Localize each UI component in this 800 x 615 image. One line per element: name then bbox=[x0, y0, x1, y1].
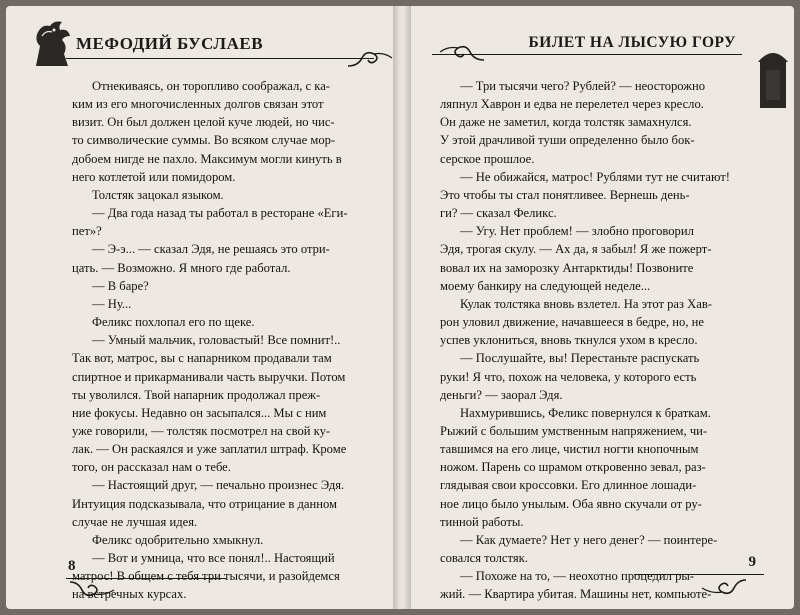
text-line: пет»? bbox=[72, 224, 102, 239]
text-line: Интуиция подсказывала, что отрицание в данном bbox=[72, 496, 337, 511]
footer-rule bbox=[634, 574, 764, 575]
text-line: рон уловил движение, начавшееся в бедре, но, не bbox=[440, 315, 704, 330]
header-rule bbox=[66, 58, 374, 59]
text-line: — Два года назад ты работал в ресторане «Еги- bbox=[92, 206, 348, 221]
column-emblem-icon bbox=[754, 44, 792, 108]
text-line: — Умный мальчик, головастый! Все помнит!.. bbox=[92, 333, 341, 348]
text-line: Это чтобы ты стал понятливее. Вернешь день- bbox=[440, 187, 690, 202]
flourish-ornament-icon bbox=[344, 48, 398, 70]
text-line: Феликс похлопал его по щеке. bbox=[92, 315, 255, 330]
text-line: то символические суммы. Во всяком случае мор- bbox=[72, 133, 336, 148]
text-line: спиртное и прикарманивали часть выручки. Потом bbox=[72, 369, 346, 384]
body-text bbox=[440, 77, 758, 604]
text-line: добоем нигде не пахло. Максимум могли кинуть в bbox=[72, 151, 342, 166]
page-number: 8 bbox=[68, 558, 76, 574]
text-line: деньги? — заорал Эдя. bbox=[440, 387, 563, 402]
flourish-ornament-icon bbox=[694, 576, 748, 598]
text-line: случае не лучшая идея. bbox=[72, 514, 198, 529]
book-spread bbox=[6, 6, 794, 609]
text-line: цать. — Возможно. Я много где работал. bbox=[72, 260, 291, 275]
flourish-ornament-icon bbox=[434, 42, 488, 64]
text-line: визит. Он был должен целой куче людей, но чис- bbox=[72, 115, 335, 130]
text-line: тавшимся на его лице, чистил ногти кнопочным bbox=[440, 442, 699, 457]
text-line: того, он рассказал нам о тебе. bbox=[72, 460, 231, 475]
text-line: — Э-э... — сказал Эдя, не решаясь это отри- bbox=[92, 242, 330, 257]
text-line: — Три тысячи чего? Рублей? — неосторожно bbox=[460, 79, 706, 93]
text-line: — Послушайте, вы! Перестаньте распускать bbox=[460, 351, 700, 366]
text-line: — Вот и умница, что все понял!.. Настоящий bbox=[92, 551, 335, 566]
text-line: тинной работы. bbox=[440, 514, 524, 529]
text-line: — Не обижайся, матрос! Рублями тут не считают! bbox=[460, 169, 730, 184]
text-line: глядывая свои кроссовки. Его длинное лошади- bbox=[440, 478, 697, 493]
text-line: ние фокусы. Недавно он засыпался... Мы с ним bbox=[72, 405, 327, 420]
text-line: успев уклониться, вновь ткнулся ухом в кресло. bbox=[440, 333, 698, 348]
text-line: серское прошлое. bbox=[440, 151, 535, 166]
text-line: вовал их на заморозку Антарктиды! Позвоните bbox=[440, 260, 694, 275]
text-line: Кулак толстяка вновь взлетел. На этот раз Хав- bbox=[460, 296, 712, 311]
text-line: — Настоящий друг, — печально произнес Эдя. bbox=[92, 478, 345, 493]
text-line: Рыжий с большим умственным напряжением, чи- bbox=[440, 423, 708, 438]
text-line: У этой драчливой туши определенно было бок- bbox=[440, 133, 695, 148]
text-line: — Угу. Нет проблем! — злобно проговорил bbox=[460, 224, 694, 239]
text-line: матрос! В общем с тебя три тысячи, и разойдемся bbox=[72, 569, 340, 584]
text-line: Эдя, трогая скулу. — Ах да, я забыл! Я же пожерт- bbox=[440, 242, 712, 257]
text-line: на встречных курсах. bbox=[72, 587, 187, 602]
text-line: — В баре? bbox=[92, 278, 149, 293]
text-line: ги? — сказал Феликс. bbox=[440, 206, 557, 221]
right-page bbox=[402, 6, 794, 609]
text-line: моему банкиру на следующей неделе... bbox=[440, 278, 651, 293]
text-line: ким из его многочисленных долгов связан этот bbox=[72, 97, 324, 112]
text-line: него котлетой или помидором. bbox=[72, 169, 236, 184]
text-line: Так вот, матрос, вы с напарником продавали там bbox=[72, 351, 332, 366]
text-line: совался толстяк. bbox=[440, 551, 528, 566]
left-page bbox=[6, 6, 402, 609]
text-line: ное лицо было унылым. Оба явно скучали от ру- bbox=[440, 496, 702, 511]
text-line: Толстяк зацокал языком. bbox=[92, 187, 224, 202]
text-line: лак. — Он раскаялся и уже заплатил штраф. Кроме bbox=[72, 442, 347, 457]
flourish-ornament-icon bbox=[68, 578, 122, 600]
text-line: уже говорили, — толстяк посмотрел на свой ку- bbox=[72, 423, 331, 438]
text-line: — Похоже на то, — неохотно процедил ры- bbox=[460, 569, 695, 584]
text-line: Отнекиваясь, он торопливо соображал, с ка- bbox=[92, 79, 330, 93]
body-text bbox=[72, 77, 390, 604]
text-line: жий. — Квартира убитая. Машины нет, компьюте- bbox=[440, 587, 712, 602]
running-head: БИЛЕТ НА ЛЫСУЮ ГОРУ bbox=[528, 34, 736, 51]
text-line: Феликс одобрительно хмыкнул. bbox=[92, 532, 264, 547]
text-line: Он даже не заметил, когда толстяк замахнулся. bbox=[440, 115, 692, 130]
dragon-emblem-icon bbox=[28, 16, 74, 68]
text-line: — Как думаете? Нет у него денег? — поинтере- bbox=[460, 532, 718, 547]
text-line: ляпнул Хаврон и едва не перелетел через кресло. bbox=[440, 97, 704, 112]
text-line: руки! Я что, похож на человека, у которого есть bbox=[440, 369, 697, 384]
text-line: Нахмурившись, Феликс повернулся к браткам. bbox=[460, 405, 711, 420]
text-line: ты уволился. Твой напарник продолжал преж- bbox=[72, 387, 321, 402]
running-head: МЕФОДИЙ БУСЛАЕВ bbox=[76, 34, 264, 53]
text-line: ножом. Парень со шрамом откровенно зевал, раз- bbox=[440, 460, 706, 475]
page-number: 9 bbox=[748, 554, 756, 570]
text-line: — Ну... bbox=[92, 296, 132, 311]
